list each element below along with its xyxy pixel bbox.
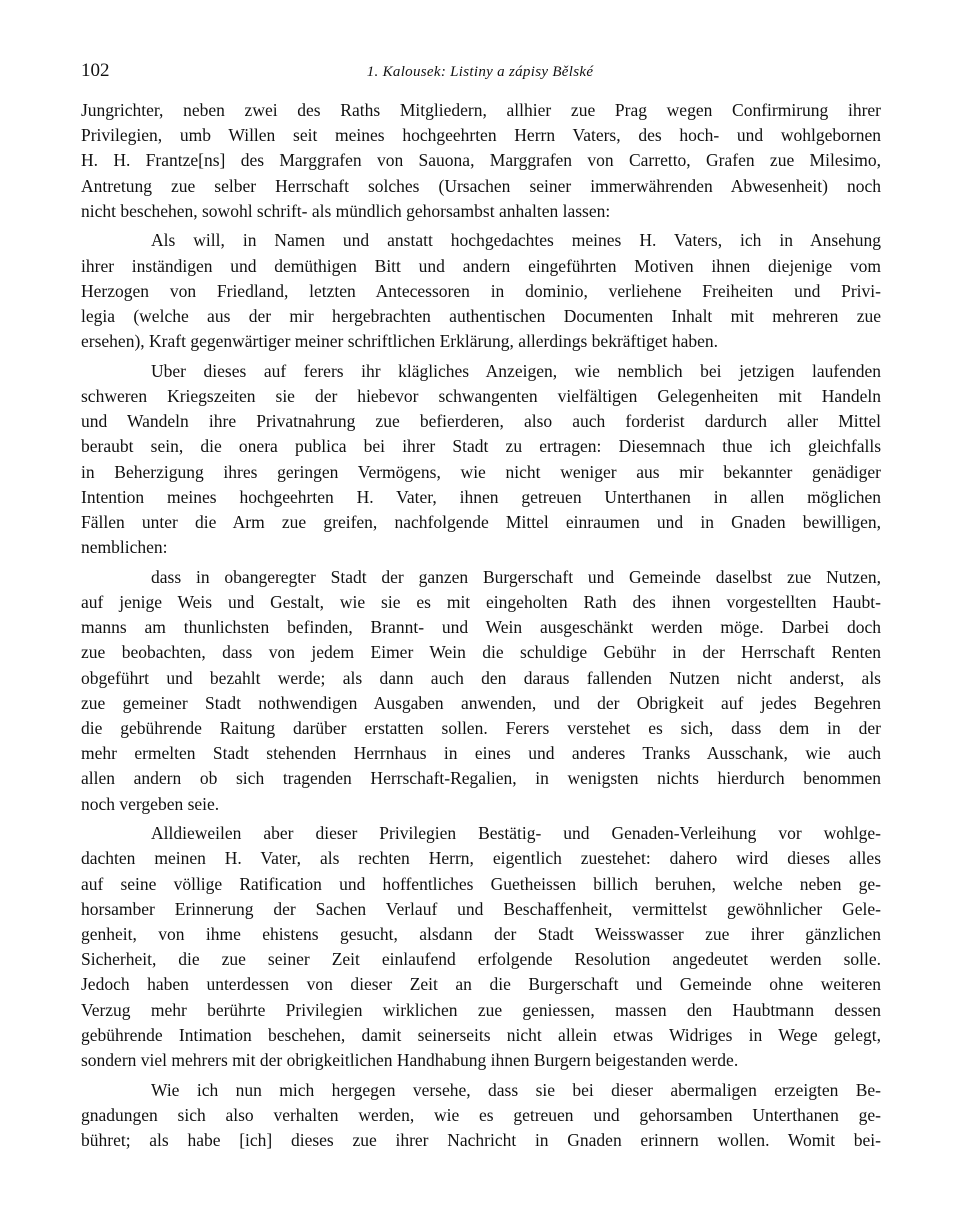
text-line: dachten meinen H. Vater, als rechten Herrn, eigentlich zuestehet: dahero wird dieses alles <box>81 848 881 869</box>
text-line: ersehen), Kraft gegenwärtiger meiner schriftlichen Erklärung, allerdings bekräftiget haben. <box>81 331 719 352</box>
text-line: gebührende Intimation beschehen, damit seinerseits nicht allein etwas Widriges in Wege gelegt, <box>81 1024 881 1045</box>
text-line: ihrer inständigen und demüthigen Bitt und andern eingeführten Motiven ihnen diejenige vom <box>81 255 881 276</box>
text-line: auf seine völlige Ratification und hoffentliches Guetheissen billich beruhen, welche neben ge- <box>81 873 881 894</box>
text-line: Sicherheit, die zue seiner Zeit einlaufend erfolgende Resolution angedeutet werden solle. <box>81 949 881 970</box>
text-line: schweren Kriegszeiten sie der hiebevor schwangenten vielfältigen Gelegenheiten mit Handeln <box>81 386 881 407</box>
text-line: auf jenige Weis und Gestalt, wie sie es mit eingeholten Rath des ihnen vorgestellten Haubt- <box>81 592 881 613</box>
text-line: mehr ermelten Stadt stehenden Herrnhaus in eines und anderes Tranks Ausschank, wie auch <box>81 743 881 764</box>
text-line: allen andern ob sich tragenden Herrschaft-Regalien, in wenigsten nichts hierdurch benommen <box>81 768 881 789</box>
text-line: Antretung zue selber Herrschaft solches (Ursachen seiner immerwährenden Abwesenheit) noch <box>81 175 881 196</box>
text-line: Als will, in Namen und anstatt hochgedachtes meines H. Vaters, ich in Ansehung <box>151 230 881 251</box>
running-head: 1. Kalousek: Listiny a zápisy Bělské <box>366 64 594 80</box>
paragraph <box>81 98 881 224</box>
paragraph <box>81 359 881 561</box>
text-line: die gebührende Raitung darüber erstatten sollen. Ferers verstehet es sich, dass dem in der <box>81 718 881 738</box>
text-line: beraubt sein, die onera publica bei ihrer Stadt zu ertragen: Diesemnach thue ich gleichfalls <box>81 436 881 457</box>
text-line: horsamber Erinnerung der Sachen Verlauf und Beschaffenheit, vermittelst gewöhnlicher Gele- <box>81 898 881 919</box>
text-line: Privilegien, umb Willen seit meines hochgeehrten Herrn Vaters, des hoch- und wohlgebornen <box>81 125 881 146</box>
body-text <box>81 98 881 1158</box>
text-line: Fällen unter die Arm zue greifen, nachfolgende Mittel einraumen und in Gnaden bewilligen, <box>81 512 881 532</box>
text-line: Uber dieses auf ferers ihr klägliches Anzeigen, wie nemblich bei jetzigen laufenden <box>151 360 881 381</box>
paragraph <box>81 1078 881 1154</box>
text-line: Wie ich nun mich hergegen versehe, dass sie bei dieser abermaligen erzeigten Be- <box>151 1079 881 1100</box>
text-line: gnadungen sich also verhalten werden, wie es getreuen und gehorsamben Unterthanen ge- <box>81 1104 881 1125</box>
text-line: Verzug mehr berührte Privilegien wirklichen zue geniessen, massen den Haubtmann dessen <box>81 999 881 1020</box>
text-line: nemblichen: <box>81 537 168 558</box>
text-line: in Beherzigung ihres geringen Vermögens, wie nicht weniger aus mir bekannter genädiger <box>81 461 881 482</box>
text-line: und Wandeln ihre Privatnahrung zue befierderen, also auch forderist dardurch aller Mittel <box>81 411 881 432</box>
text-line: Alldieweilen aber dieser Privilegien Bestätig- und Genaden-Verleihung vor wohlge- <box>151 823 881 844</box>
text-line: sondern viel mehrers mit der obrigkeitlichen Handhabung ihnen Burgern beigestanden werde. <box>81 1049 739 1070</box>
text-line: noch vergeben seie. <box>81 793 220 814</box>
paragraph <box>81 228 881 354</box>
page-number: 102 <box>81 60 110 81</box>
paragraph <box>81 565 881 817</box>
text-line: dass in obangeregter Stadt der ganzen Burgerschaft und Gemeinde daselbst zue Nutzen, <box>151 566 881 587</box>
text-line: Jedoch haben unterdessen von dieser Zeit an die Burgerschaft und Gemeinde ohne weiteren <box>81 974 881 995</box>
text-line: Jungrichter, neben zwei des Raths Mitgliedern, allhier zue Prag wegen Confirmirung ihrer <box>81 100 881 120</box>
text-line: nicht beschehen, sowohl schrift- als mündlich gehorsambst anhalten lassen: <box>81 200 611 221</box>
text-line: H. H. Frantze[ns] des Marggrafen von Sauona, Marggrafen von Carretto, Grafen zue Milesimo, <box>81 150 881 171</box>
text-line: zue beobachten, dass von jedem Eimer Wein die schuldige Gebühr in der Herrschaft Renten <box>81 642 881 663</box>
text-line: bühret; als habe [ich] dieses zue ihrer Nachricht in Gnaden erinnern wollen. Womit bei- <box>81 1130 881 1150</box>
paragraph <box>81 821 881 1073</box>
text-line: manns am thunlichsten befinden, Brannt- und Wein ausgeschänkt werden möge. Darbei doch <box>81 617 881 638</box>
text-line: legia (welche aus der mir hergebrachten authentischen Documenten Inhalt mit mehreren zue <box>81 306 881 326</box>
text-line: obgeführt und bezahlt werde; als dann auch den daraus fallenden Nutzen nicht anderst, als <box>81 667 881 688</box>
text-line: Herzogen von Friedland, letzten Antecessoren in dominio, verliehene Freiheiten und Privi- <box>81 280 881 301</box>
text-line: zue gemeiner Stadt nothwendigen Ausgaben anwenden, und der Obrigkeit auf jedes Begehren <box>81 692 881 713</box>
text-line: Intention meines hochgeehrten H. Vater, ihnen getreuen Unterthanen in allen möglichen <box>81 486 881 507</box>
text-line: genheit, von ihme ehistens gesucht, alsdann der Stadt Weisswasser zue ihrer gänzlichen <box>81 924 881 944</box>
